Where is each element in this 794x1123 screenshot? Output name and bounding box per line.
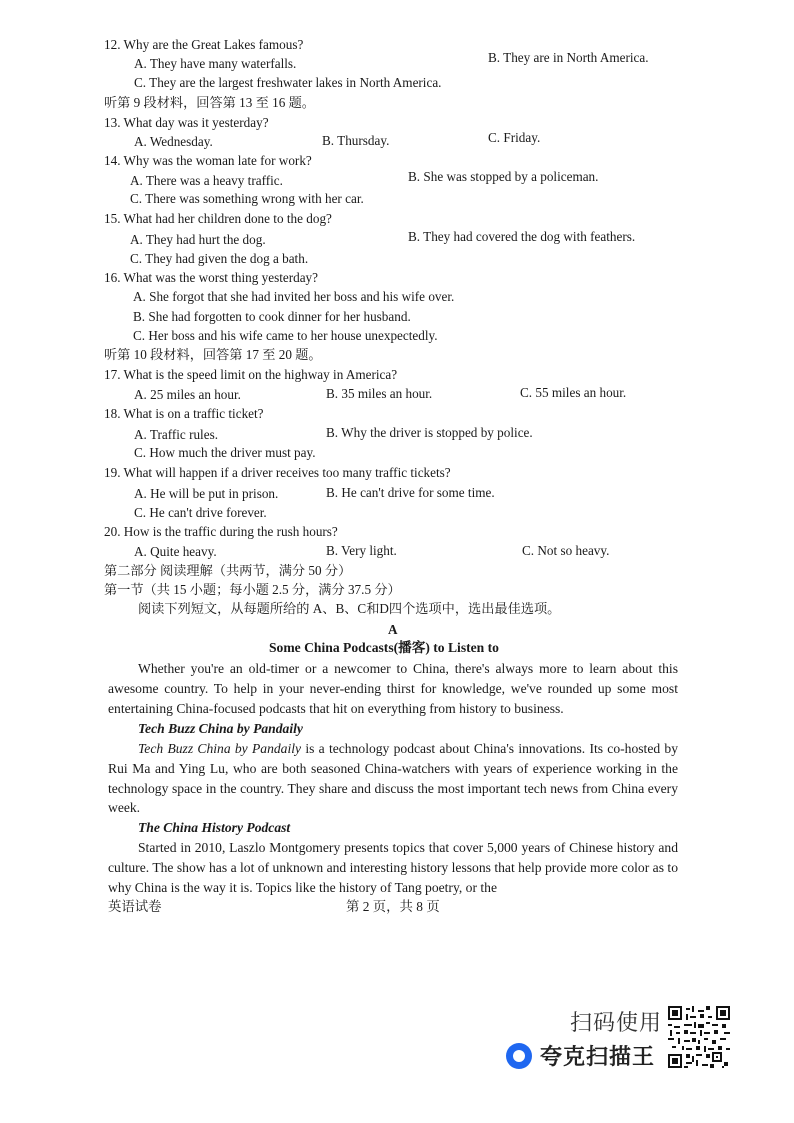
question-12-stem: 12. Why are the Great Lakes famous? bbox=[104, 37, 304, 52]
reading-instruction: 阅读下列短文，从每题所给的 A、B、C和D四个选项中，选出最佳选项。 bbox=[138, 601, 561, 616]
quark-logo-icon bbox=[506, 1043, 532, 1069]
question-16-option-b: B. She had forgotten to cook dinner for her husband. bbox=[133, 309, 411, 324]
section-1-heading: 第一节（共 15 小题；每小题 2.5 分，满分 37.5 分） bbox=[104, 582, 401, 597]
question-13-stem: 13. What day was it yesterday? bbox=[104, 115, 269, 130]
question-14-option-c: C. There was something wrong with her car. bbox=[130, 191, 364, 206]
question-14-option-a: A. There was a heavy traffic. bbox=[130, 173, 283, 188]
question-12-option-a: A. They have many waterfalls. bbox=[134, 56, 297, 71]
passage-paragraph-3: Started in 2010, Laszlo Montgomery presents topics that cover 5,000 years of Chinese history and culture. The show has a lot of unknown and interesting history lessons that help provide more color as to why China is the way it is. Topics like the history of Tang poetry, or the bbox=[108, 840, 678, 895]
question-16-stem: 16. What was the worst thing yesterday? bbox=[104, 270, 319, 285]
question-15-option-b: B. They had covered the dog with feathers. bbox=[408, 229, 636, 244]
question-17-option-a: A. 25 miles an hour. bbox=[134, 387, 241, 402]
footer-subject: 英语试卷 bbox=[108, 899, 162, 914]
question-15-stem: 15. What had her children done to the dog? bbox=[104, 211, 332, 226]
qr-code-icon[interactable] bbox=[668, 1006, 730, 1068]
question-20-option-b: B. Very light. bbox=[326, 543, 397, 558]
question-17-option-b: B. 35 miles an hour. bbox=[326, 386, 433, 401]
question-13-option-b: B. Thursday. bbox=[322, 133, 390, 148]
footer-page-number: 第 2 页，共 8 页 bbox=[346, 899, 440, 914]
question-12-option-c: C. They are the largest freshwater lakes in North America. bbox=[134, 75, 442, 90]
question-17-option-c: C. 55 miles an hour. bbox=[520, 385, 627, 400]
brand-watermark bbox=[506, 1040, 655, 1071]
question-20-stem: 20. How is the traffic during the rush hours? bbox=[104, 524, 338, 539]
question-19-option-c: C. He can't drive forever. bbox=[134, 505, 267, 520]
question-14-stem: 14. Why was the woman late for work? bbox=[104, 153, 312, 168]
question-16-option-a: A. She forgot that she had invited her boss and his wife over. bbox=[133, 289, 455, 304]
passage-letter: A bbox=[388, 622, 398, 637]
question-19-stem: 19. What will happen if a driver receives too many traffic tickets? bbox=[104, 465, 451, 480]
section-9-instruction: 听第 9 段材料，回答第 13 至 16 题。 bbox=[104, 95, 315, 110]
passage-paragraph-1: Whether you're an old-timer or a newcomer to China, there's always more to learn about this awesome country. To help in your never-ending thirst for knowledge, we've rounded up some most entertaining China-focused podcasts that hit on everything from history to business. bbox=[108, 661, 678, 716]
question-12-option-b: B. They are in North America. bbox=[488, 50, 649, 65]
section-10-instruction: 听第 10 段材料，回答第 17 至 20 题。 bbox=[104, 347, 322, 362]
question-20-option-c: C. Not so heavy. bbox=[522, 543, 610, 558]
question-19-option-b: B. He can't drive for some time. bbox=[326, 485, 495, 500]
question-18-stem: 18. What is on a traffic ticket? bbox=[104, 406, 264, 421]
question-20-option-a: A. Quite heavy. bbox=[134, 544, 217, 559]
part-2-heading: 第二部分 阅读理解（共两节，满分 50 分） bbox=[104, 563, 352, 578]
question-16-option-c: C. Her boss and his wife came to her house unexpectedly. bbox=[133, 328, 438, 343]
passage-title: Some China Podcasts(播客) to Listen to bbox=[269, 640, 499, 655]
question-18-option-a: A. Traffic rules. bbox=[134, 427, 219, 442]
podcast-heading-1: Tech Buzz China by Pandaily bbox=[138, 721, 303, 736]
question-17-stem: 17. What is the speed limit on the highway in America? bbox=[104, 367, 398, 382]
question-14-option-b: B. She was stopped by a policeman. bbox=[408, 169, 599, 184]
question-18-option-b: B. Why the driver is stopped by police. bbox=[326, 425, 533, 440]
passage-paragraph-2: Tech Buzz China by Pandaily is a technology podcast about China's innovations. Its co-hosted by Rui Ma and Ying Lu, who are both seasoned China-watchers with years of experience working in the technology space in the country. They share and discuss the most important tech news from China every week. bbox=[108, 741, 679, 816]
brand-name: 夸克扫描王 bbox=[540, 1045, 656, 1070]
question-19-option-a: A. He will be put in prison. bbox=[134, 486, 279, 501]
question-18-option-c: C. How much the driver must pay. bbox=[134, 445, 316, 460]
question-13-option-c: C. Friday. bbox=[488, 130, 541, 145]
question-15-option-a: A. They had hurt the dog. bbox=[130, 232, 266, 247]
question-15-option-c: C. They had given the dog a bath. bbox=[130, 251, 309, 266]
podcast-heading-2: The China History Podcast bbox=[138, 820, 291, 835]
question-13-option-a: A. Wednesday. bbox=[134, 134, 213, 149]
scan-to-use-label: 扫码使用 bbox=[570, 1011, 663, 1036]
